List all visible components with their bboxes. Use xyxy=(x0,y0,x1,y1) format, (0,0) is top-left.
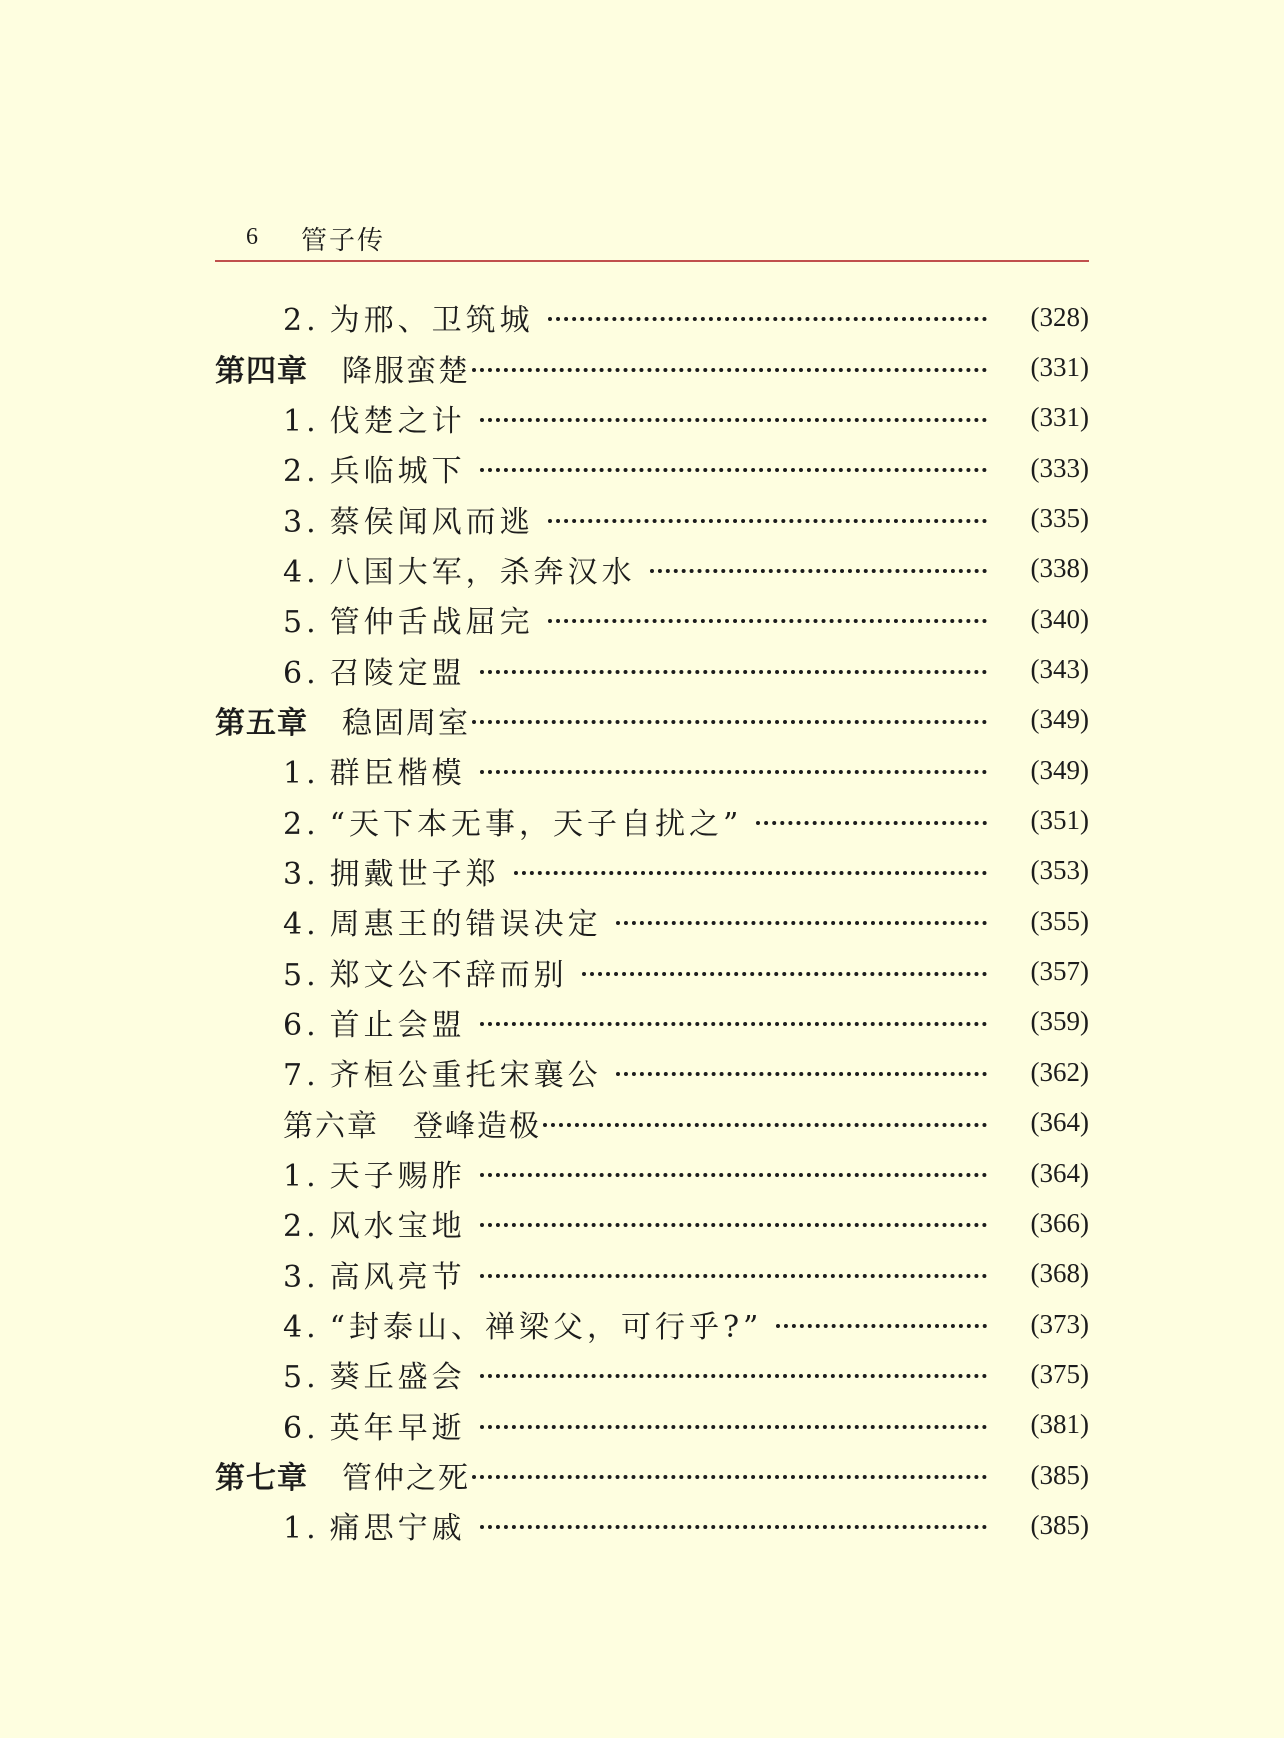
toc-entry-text xyxy=(283,1201,466,1245)
section-title: 葵丘盛会 xyxy=(329,1360,466,1396)
page-reference: (343) xyxy=(1030,654,1089,685)
section-number: 3. xyxy=(283,504,320,540)
toc-entry-text xyxy=(283,950,568,994)
toc-section-entry xyxy=(215,493,1089,543)
page-reference: (355) xyxy=(1030,905,1089,936)
toc-section-entry xyxy=(215,544,1089,594)
toc-entry-text xyxy=(283,597,534,641)
chapter-number: 第四章 xyxy=(215,353,308,389)
section-number: 3. xyxy=(283,1259,320,1295)
section-number: 1. xyxy=(283,1511,320,1547)
toc-entry-text xyxy=(283,1101,541,1145)
dot-leader xyxy=(582,972,987,976)
page-reference: (349) xyxy=(1030,704,1089,735)
dot-leader xyxy=(480,1173,987,1177)
toc-section-entry xyxy=(215,997,1089,1047)
toc-entry-text xyxy=(283,1503,466,1547)
page-reference: (333) xyxy=(1030,452,1089,483)
toc-entry-text xyxy=(283,547,636,591)
toc-section-entry xyxy=(215,795,1089,845)
toc-entry-text xyxy=(215,1453,470,1497)
toc-chapter-entry xyxy=(215,695,1089,745)
section-title: “天下本无事，天子自扰之” xyxy=(329,806,743,842)
dot-leader xyxy=(543,1123,987,1127)
running-header xyxy=(215,216,1089,262)
section-title: 郑文公不辞而别 xyxy=(329,957,568,993)
toc-entry-text xyxy=(283,1151,466,1195)
toc-chapter-entry xyxy=(215,1098,1089,1148)
section-number: 7. xyxy=(283,1058,320,1094)
section-title: 首止会盟 xyxy=(329,1007,466,1043)
page-reference: (353) xyxy=(1030,855,1089,886)
dot-leader xyxy=(472,368,987,372)
toc-section-entry xyxy=(215,594,1089,644)
dot-leader xyxy=(650,569,987,573)
section-title: 为邢、卫筑城 xyxy=(329,303,534,339)
toc-section-entry xyxy=(215,1148,1089,1198)
section-title: 八国大军，杀奔汉水 xyxy=(329,554,636,590)
toc-section-entry xyxy=(215,896,1089,946)
page-reference: (331) xyxy=(1030,352,1089,383)
section-title: 管仲舌战屈完 xyxy=(329,605,534,641)
dot-leader xyxy=(480,468,987,472)
section-title: 风水宝地 xyxy=(329,1209,466,1245)
page-reference: (349) xyxy=(1030,754,1089,785)
dot-leader xyxy=(472,1475,987,1479)
dot-leader xyxy=(480,670,987,674)
section-title: 召陵定盟 xyxy=(329,655,466,691)
section-number: 6. xyxy=(283,1007,320,1043)
toc-entry-text xyxy=(283,295,534,339)
page-reference: (357) xyxy=(1030,956,1089,987)
dot-leader xyxy=(480,1022,987,1026)
chapter-number: 第六章 xyxy=(283,1108,379,1144)
toc-section-entry xyxy=(215,443,1089,493)
section-title: 英年早逝 xyxy=(329,1410,466,1446)
section-number: 2. xyxy=(283,806,320,842)
section-title: “封泰山、禅梁父，可行乎?” xyxy=(329,1310,763,1346)
page-reference: (338) xyxy=(1030,553,1089,584)
page-reference: (331) xyxy=(1030,402,1089,433)
page-reference: (359) xyxy=(1030,1006,1089,1037)
section-title: 痛思宁戚 xyxy=(329,1511,466,1547)
dot-leader xyxy=(616,1072,987,1076)
toc-chapter-entry xyxy=(215,342,1089,392)
page-reference: (381) xyxy=(1030,1409,1089,1440)
section-number: 4. xyxy=(283,907,320,943)
toc-section-entry xyxy=(215,1400,1089,1450)
section-title: 伐楚之计 xyxy=(329,403,466,439)
section-number: 5. xyxy=(283,957,320,993)
section-number: 2. xyxy=(283,1209,320,1245)
section-number: 2. xyxy=(283,303,320,339)
dot-leader xyxy=(548,519,987,523)
dot-leader xyxy=(480,1274,987,1278)
toc-entry-text xyxy=(283,497,534,541)
page-reference: (375) xyxy=(1030,1358,1089,1389)
section-title: 齐桓公重托宋襄公 xyxy=(329,1058,602,1094)
dot-leader xyxy=(480,1425,987,1429)
dot-leader xyxy=(480,1374,987,1378)
section-number: 1. xyxy=(283,756,320,792)
page-reference: (364) xyxy=(1030,1107,1089,1138)
dot-leader xyxy=(756,821,987,825)
toc-chapter-entry xyxy=(215,1450,1089,1500)
toc-section-entry xyxy=(215,1198,1089,1248)
toc-section-entry xyxy=(215,1500,1089,1550)
chapter-title: 管仲之死 xyxy=(342,1461,470,1497)
toc-entry-text xyxy=(215,698,470,742)
toc-entry-text xyxy=(283,446,466,490)
section-title: 高风亮节 xyxy=(329,1259,466,1295)
toc-section-entry xyxy=(215,1249,1089,1299)
dot-leader xyxy=(616,921,987,925)
section-number: 3. xyxy=(283,856,320,892)
section-number: 5. xyxy=(283,1360,320,1396)
toc-section-entry xyxy=(215,292,1089,342)
toc-section-entry xyxy=(215,393,1089,443)
toc-section-entry xyxy=(215,1349,1089,1399)
page-reference: (366) xyxy=(1030,1207,1089,1238)
chapter-title: 登峰造极 xyxy=(413,1108,541,1144)
chapter-title: 降服蛮楚 xyxy=(342,353,470,389)
toc-entry-text xyxy=(283,849,500,893)
toc-entry-text xyxy=(283,899,602,943)
toc-entry-text xyxy=(283,396,466,440)
toc-section-entry xyxy=(215,1047,1089,1097)
toc-entry-text xyxy=(283,648,466,692)
page-reference: (385) xyxy=(1030,1459,1089,1490)
dot-leader xyxy=(480,418,987,422)
section-number: 6. xyxy=(283,1410,320,1446)
toc-entry-text xyxy=(283,748,466,792)
page-reference: (335) xyxy=(1030,503,1089,534)
page-reference: (340) xyxy=(1030,603,1089,634)
section-number: 5. xyxy=(283,605,320,641)
toc-section-entry xyxy=(215,644,1089,694)
section-title: 蔡侯闻风而逃 xyxy=(329,504,534,540)
book-title: 管子传 xyxy=(301,226,386,256)
section-title: 群臣楷模 xyxy=(329,756,466,792)
toc-entry-text xyxy=(283,1352,466,1396)
toc-section-entry xyxy=(215,745,1089,795)
toc-entry-text xyxy=(283,1050,602,1094)
page-reference: (362) xyxy=(1030,1056,1089,1087)
toc-entry-text xyxy=(283,1403,466,1447)
dot-leader xyxy=(480,770,987,774)
section-number: 1. xyxy=(283,1159,320,1195)
page-reference: (368) xyxy=(1030,1258,1089,1289)
toc-entry-text xyxy=(283,1000,466,1044)
table-of-contents xyxy=(215,292,1089,1551)
toc-section-entry xyxy=(215,846,1089,896)
chapter-number: 第七章 xyxy=(215,1461,308,1497)
chapter-title: 稳固周室 xyxy=(342,705,470,741)
toc-entry-text xyxy=(283,1302,762,1346)
toc-section-entry xyxy=(215,1299,1089,1349)
dot-leader xyxy=(480,1525,987,1529)
section-title: 兵临城下 xyxy=(329,454,466,490)
toc-entry-text xyxy=(215,346,470,390)
page-number: 6 xyxy=(246,224,258,250)
chapter-number: 第五章 xyxy=(215,705,308,741)
toc-section-entry xyxy=(215,946,1089,996)
page-reference: (373) xyxy=(1030,1308,1089,1339)
section-number: 1. xyxy=(283,403,320,439)
page-reference: (328) xyxy=(1030,301,1089,332)
section-title: 周惠王的错误决定 xyxy=(329,907,602,943)
dot-leader xyxy=(548,619,987,623)
section-number: 4. xyxy=(283,1310,320,1346)
page-reference: (364) xyxy=(1030,1157,1089,1188)
toc-entry-text xyxy=(283,799,742,843)
toc-entry-text xyxy=(283,1252,466,1296)
dot-leader xyxy=(548,317,987,321)
dot-leader xyxy=(514,871,987,875)
section-number: 4. xyxy=(283,554,320,590)
page-reference: (351) xyxy=(1030,805,1089,836)
dot-leader xyxy=(472,720,987,724)
section-title: 天子赐胙 xyxy=(329,1159,466,1195)
section-title: 拥戴世子郑 xyxy=(329,856,500,892)
dot-leader xyxy=(776,1324,987,1328)
section-number: 6. xyxy=(283,655,320,691)
section-number: 2. xyxy=(283,454,320,490)
dot-leader xyxy=(480,1223,987,1227)
page-reference: (385) xyxy=(1030,1509,1089,1540)
